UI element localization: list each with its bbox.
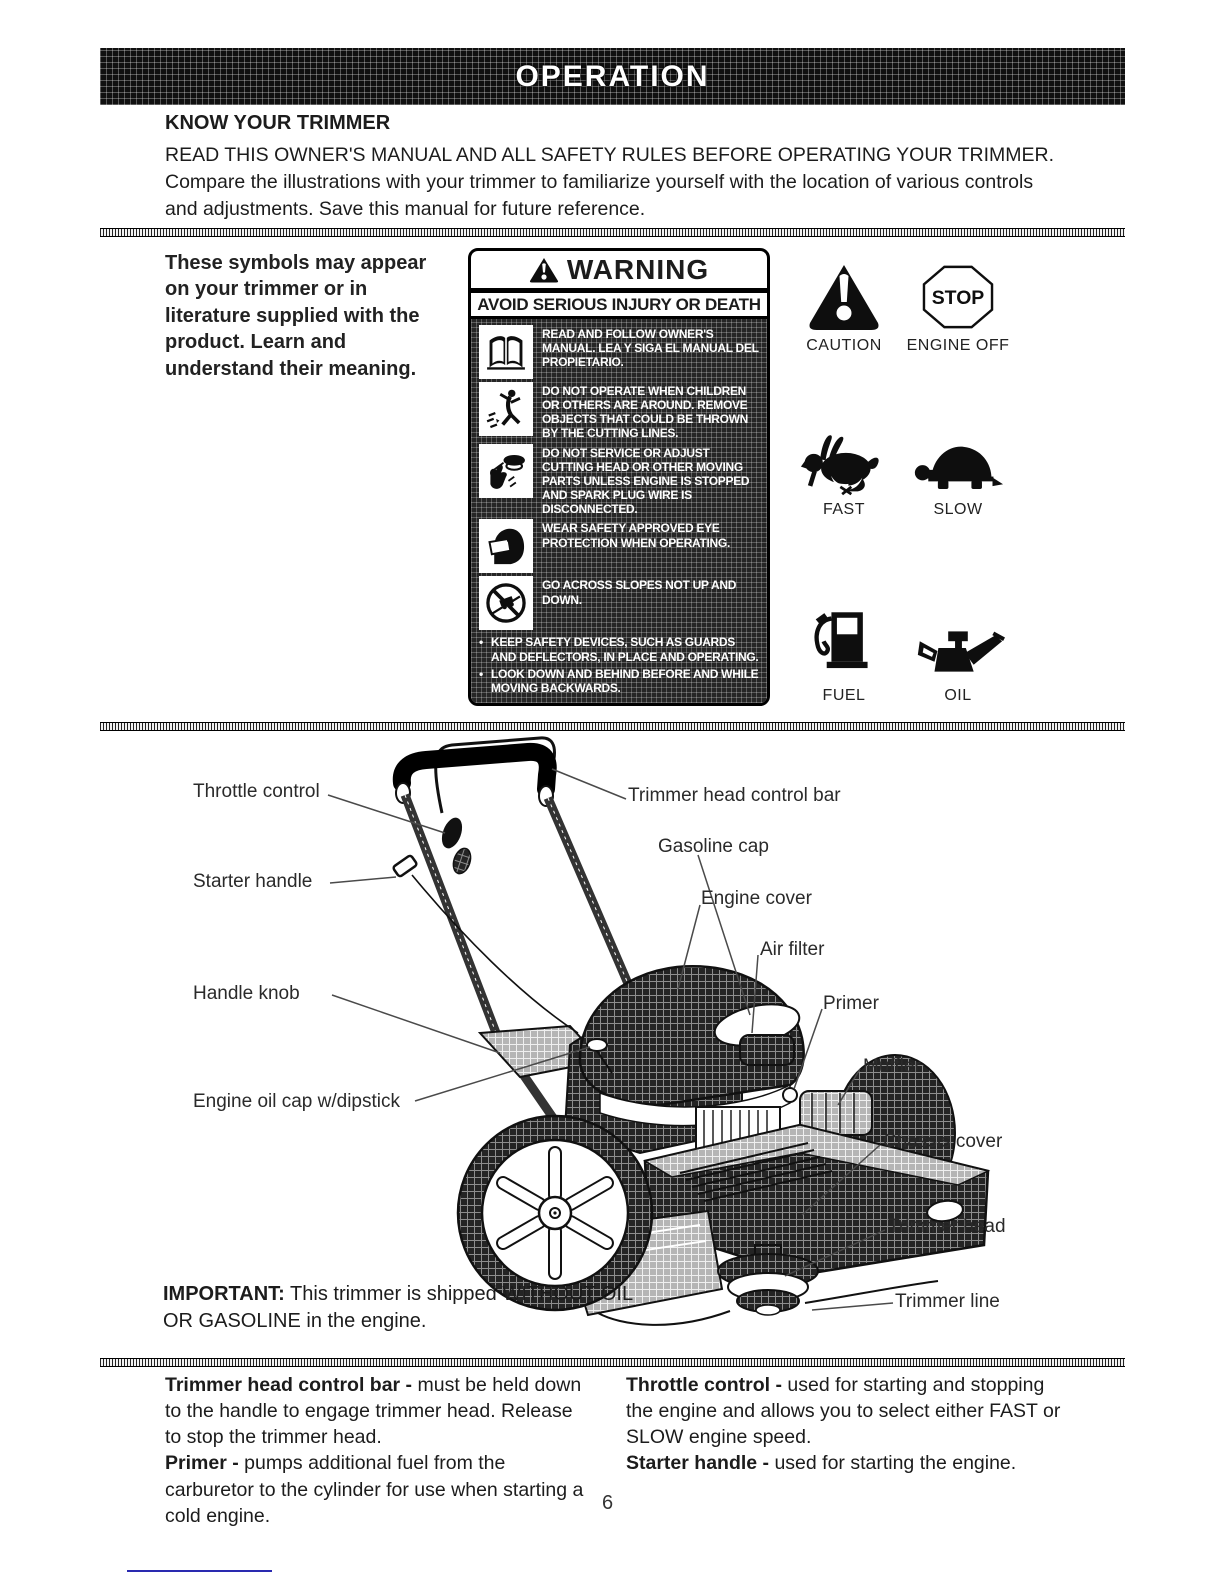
warning-triangle-icon (529, 257, 559, 283)
section-divider (100, 722, 1125, 731)
section-title: OPERATION (515, 59, 710, 93)
throttle-control-part (438, 815, 474, 876)
warning-subtitle: AVOID SERIOUS INJURY OR DEATH (471, 293, 767, 319)
stop-sign-text: STOP (931, 286, 985, 309)
oil-can-icon (909, 594, 1007, 682)
stop-sign-icon (919, 258, 997, 332)
legend-slow (900, 430, 1016, 519)
warning-text: READ AND FOLLOW OWNER'S MANUAL. LEA Y SIGA EL MANUAL DEL PROPIETARIO. (542, 326, 759, 370)
starter-handle-part (393, 855, 418, 877)
warning-bullet (479, 635, 759, 663)
intro-paragraph: READ THIS OWNER'S MANUAL AND ALL SAFETY RULES BEFORE OPERATING YOUR TRIMMER. Compare the illustrations with your trimmer to familiarize yourself with the location of various controls and adjustments. Save this manual for future reference. (165, 144, 1054, 220)
section-header-bar (100, 48, 1125, 105)
label-trimmer-head: Trimmer head (888, 1216, 1006, 1237)
label-chassis-cover: Chassis cover (883, 1131, 1003, 1152)
label-starter-handle: Starter handle (193, 871, 313, 892)
warning-bullet-text: KEEP SAFETY DEVICES, SUCH AS GUARDS AND DEFLECTORS, IN PLACE AND OPERATING. (491, 635, 759, 664)
label-muffler: Muffler (863, 1056, 921, 1077)
definition-term: Starter handle - (626, 1452, 775, 1475)
caution-triangle-icon (806, 258, 882, 332)
trimmer-diagram (100, 733, 1125, 1355)
legend-label: OIL (944, 687, 972, 704)
owners-manual-icon (479, 325, 533, 379)
definition-text: pumps additional fuel from the carburetor to the cylinder for use when starting a cold engine. (165, 1452, 584, 1527)
label-trimmer-head-control-bar: Trimmer head control bar (628, 785, 841, 806)
label-engine-oil-cap: Engine oil cap w/dipstick (193, 1091, 400, 1112)
warning-text: DO NOT OPERATE WHEN CHILDREN OR OTHERS ARE AROUND. REMOVE OBJECTS THAT COULD BE THROWN BY THE CUTTING LINES. (542, 383, 749, 441)
label-engine-cover: Engine cover (701, 888, 812, 909)
definitions-section (165, 1372, 1125, 1529)
page-number: 6 (602, 1492, 614, 1514)
legend-label: CAUTION (806, 337, 882, 354)
warning-text: WEAR SAFETY APPROVED EYE PROTECTION WHEN OPERATING. (542, 521, 730, 550)
important-note (163, 1281, 633, 1335)
legend-caution (786, 258, 902, 355)
legend-fuel (786, 594, 902, 705)
legend-label: SLOW (933, 501, 983, 518)
thrown-objects-icon (479, 382, 533, 436)
definition-text: must be held down to the handle to engage trimmer head. Release to stop the trimmer head. (165, 1374, 582, 1449)
warning-text: DO NOT SERVICE OR ADJUST CUTTING HEAD OR OTHER MOVING PARTS UNLESS ENGINE IS STOPPED AND SPARK PLUG WIRE IS DISCONNECTED. (542, 445, 750, 517)
legend-fast (786, 430, 902, 519)
warning-text: GO ACROSS SLOPES NOT UP AND DOWN. (542, 578, 737, 607)
warning-row (479, 576, 759, 630)
definition-term: Throttle control - (626, 1374, 788, 1396)
legend-label: ENGINE OFF (906, 337, 1010, 354)
turtle-icon (912, 430, 1004, 496)
bullet-dot: • (479, 635, 483, 650)
fuel-pump-icon (811, 594, 877, 682)
label-throttle-control: Throttle control (193, 781, 320, 802)
legend-engine-off (900, 258, 1016, 355)
warning-bullet-text: LOOK DOWN AND BEHIND BEFORE AND WHILE MOVING BACKWARDS. (491, 666, 759, 695)
label-handle-knob: Handle knob (193, 983, 300, 1004)
legend-label: FUEL (822, 687, 866, 704)
label-air-filter: Air filter (760, 939, 825, 960)
label-gasoline-cap: Gasoline cap (658, 836, 769, 857)
definition-term: Trimmer head control bar - (165, 1374, 418, 1396)
slope-crossing-icon (479, 576, 533, 630)
label-primer: Primer (823, 993, 879, 1014)
warning-bullet (479, 667, 759, 695)
warning-body (471, 319, 767, 703)
section-divider (100, 1358, 1125, 1367)
know-your-trimmer-heading: KNOW YOUR TRIMMER (165, 112, 391, 134)
cutting-head-hazard-icon (479, 444, 533, 498)
important-term: IMPORTANT: (163, 1283, 285, 1305)
warning-header (471, 251, 767, 293)
important-text: This trimmer is shipped WITHOUT OIL OR GASOLINE in the engine. (163, 1283, 633, 1332)
eye-protection-icon (479, 519, 533, 573)
rabbit-icon (800, 430, 888, 496)
label-trimmer-line: Trimmer line (895, 1291, 1000, 1312)
legend-label: FAST (822, 501, 865, 518)
section-divider (100, 228, 1125, 237)
definition-term: Primer - (165, 1452, 245, 1475)
symbols-intro-text: These symbols may appear on your trimmer or in literature supplied with the product. Learn and understand their meaning. (165, 252, 427, 380)
definitions-left-column (165, 1372, 590, 1529)
legend-oil (900, 594, 1016, 705)
definition-text: used for starting and stopping the engine and allows you to select either FAST or SLOW engine speed. (626, 1374, 1061, 1449)
warning-label-box (468, 248, 770, 706)
definition-text: used for starting the engine. (774, 1452, 1017, 1475)
trimmer-illustration (100, 733, 1125, 1355)
warning-title: WARNING (566, 253, 710, 285)
footer-rule (127, 1570, 272, 1572)
warning-row (479, 382, 759, 441)
warning-bullets (479, 635, 759, 698)
bullet-dot: • (479, 666, 483, 681)
warning-row (479, 444, 759, 517)
warning-row (479, 519, 759, 573)
definitions-right-column (626, 1372, 1076, 1529)
warning-row (479, 325, 759, 379)
